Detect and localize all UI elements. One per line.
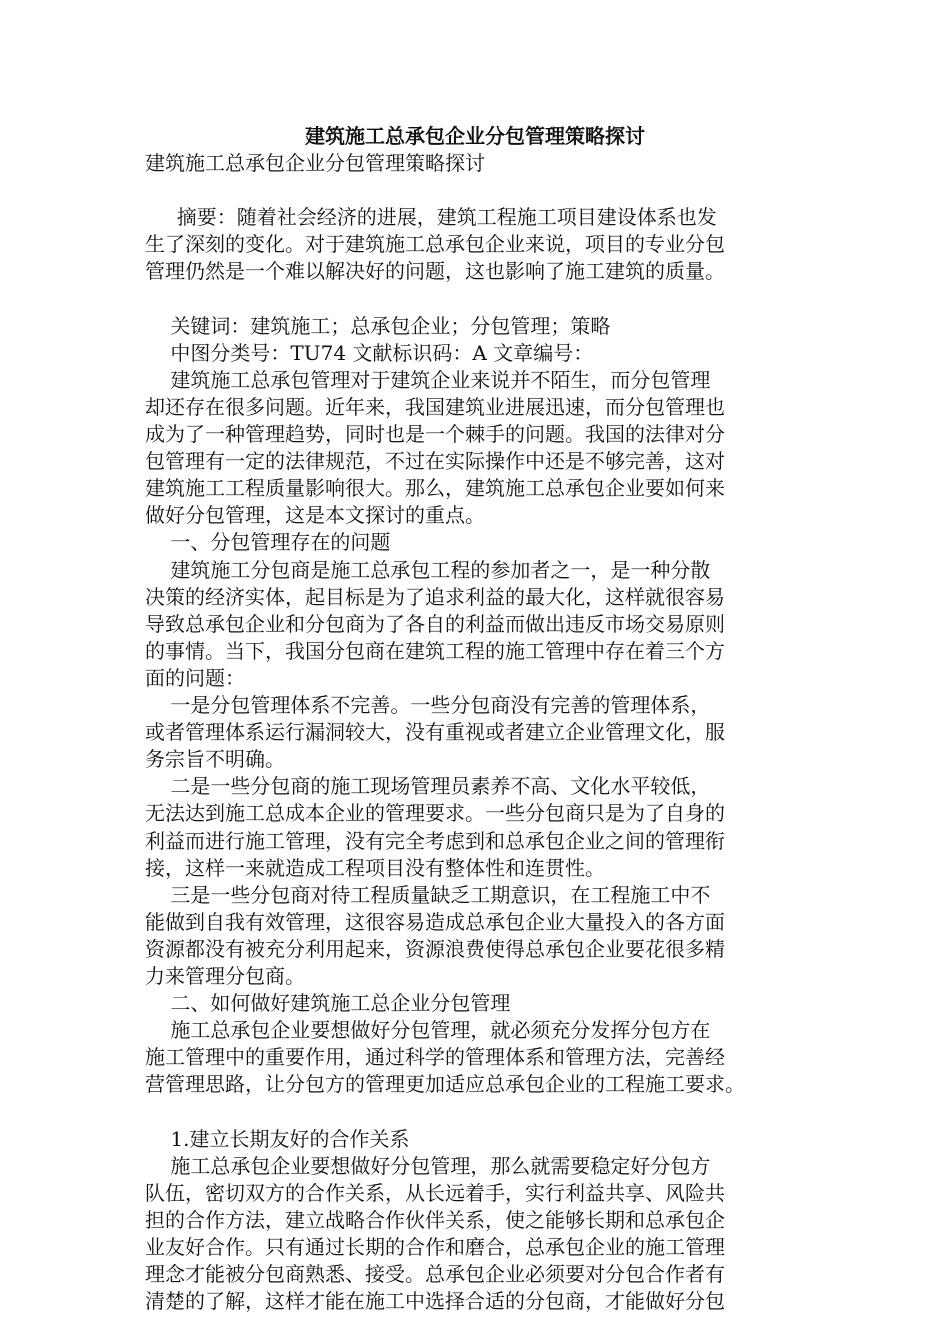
body-line: 利益而进行施工管理，没有完全考虑到和总承包企业之间的管理衔 bbox=[145, 828, 725, 853]
body-line: 建筑施工分包商是施工总承包工程的参加者之一，是一种分散 bbox=[145, 557, 711, 582]
body-line: 中图分类号：TU74 文献标识码：A 文章编号： bbox=[145, 340, 594, 365]
body-line: 1.建立长期友好的合作关系 bbox=[145, 1126, 410, 1151]
body-line: 接，这样一来就造成工程项目没有整体性和连贯性。 bbox=[145, 855, 605, 880]
body-line: 能做到自我有效管理，这很容易造成总承包企业大量投入的各方面 bbox=[145, 909, 725, 934]
body-line: 无法达到施工总成本企业的管理要求。一些分包商只是为了自身的 bbox=[145, 801, 725, 826]
body-line: 的事情。当下，我国分包商在建筑工程的施工管理中存在着三个方 bbox=[145, 638, 725, 663]
body-line: 理念才能被分包商熟悉、接受。总承包企业必须要对分包合作者有 bbox=[145, 1262, 725, 1287]
body-line: 队伍，密切双方的合作关系，从长远着手，实行利益共享、风险共 bbox=[145, 1180, 725, 1205]
body-line: 成为了一种管理趋势，同时也是一个棘手的问题。我国的法律对分 bbox=[145, 422, 725, 446]
body-line: 施工总承包企业要想做好分包管理，那么就需要稳定好分包方 bbox=[145, 1153, 711, 1178]
body-line: 务宗旨不明确。 bbox=[145, 747, 285, 772]
body-line: 一是分包管理体系不完善。一些分包商没有完善的管理体系， bbox=[145, 693, 711, 717]
body-line: 面的问题： bbox=[145, 665, 245, 690]
body-line: 业友好合作。只有通过长期的合作和磨合，总承包企业的施工管理 bbox=[145, 1235, 725, 1259]
body-line: 二、如何做好建筑施工总企业分包管理 bbox=[145, 991, 511, 1016]
body-line: 三是一些分包商对待工程质量缺乏工期意识，在工程施工中不 bbox=[145, 882, 711, 907]
body-line: 清楚的了解，这样才能在施工中选择合适的分包商，才能做好分包 bbox=[145, 1289, 725, 1314]
body-line: 二是一些分包商的施工现场管理员素养不高、文化水平较低， bbox=[145, 774, 711, 799]
body-line: 力来管理分包商。 bbox=[145, 964, 305, 988]
body-line: 生了深刻的变化。对于建筑施工总承包企业来说，项目的专业分包 bbox=[145, 232, 725, 257]
body-line: 资源都没有被充分利用起来，资源浪费使得总承包企业要花很多精 bbox=[145, 936, 725, 961]
body-line: 决策的经济实体，起目标是为了追求利益的最大化，这样就很容易 bbox=[145, 584, 725, 609]
body-line: 担的合作方法，建立战略合作伙伴关系，使之能够长期和总承包企 bbox=[145, 1207, 725, 1232]
body-line: 施工管理中的重要作用，通过科学的管理体系和管理方法，完善经 bbox=[145, 1045, 725, 1070]
body-line: 却还存在很多问题。近年来，我国建筑业进展迅速，而分包管理也 bbox=[145, 394, 725, 419]
body-line: 建筑施工总承包企业分包管理策略探讨 bbox=[145, 151, 485, 175]
body-line: 做好分包管理，这是本文探讨的重点。 bbox=[145, 503, 485, 528]
body-line: 建筑施工总承包管理对于建筑企业来说并不陌生，而分包管理 bbox=[145, 367, 711, 392]
body-line: 包管理有一定的法律规范，不过在实际操作中还是不够完善，这对 bbox=[145, 449, 725, 474]
body-line: 营管理思路，让分包方的管理更加适应总承包企业的工程施工要求。 bbox=[145, 1072, 745, 1097]
body-line: 或者管理体系运行漏洞较大，没有重视或者建立企业管理文化，服 bbox=[145, 720, 725, 745]
body-line: 建筑施工工程质量影响很大。那么，建筑施工总承包企业要如何来 bbox=[145, 476, 725, 501]
body-line: 一、分包管理存在的问题 bbox=[145, 530, 391, 555]
document-title: 建筑施工总承包企业分包管理策略探讨 bbox=[305, 124, 645, 148]
body-line: 关键词：建筑施工；总承包企业；分包管理；策略 bbox=[145, 313, 611, 338]
body-line: 导致总承包企业和分包商为了各自的利益而做出违反市场交易原则 bbox=[145, 611, 725, 636]
body-line: 管理仍然是一个难以解决好的问题，这也影响了施工建筑的质量。 bbox=[145, 259, 725, 284]
body-line: 摘要：随着社会经济的进展，建筑工程施工项目建设体系也发 bbox=[145, 205, 717, 230]
body-line: 施工总承包企业要想做好分包管理，就必须充分发挥分包方在 bbox=[145, 1018, 711, 1043]
